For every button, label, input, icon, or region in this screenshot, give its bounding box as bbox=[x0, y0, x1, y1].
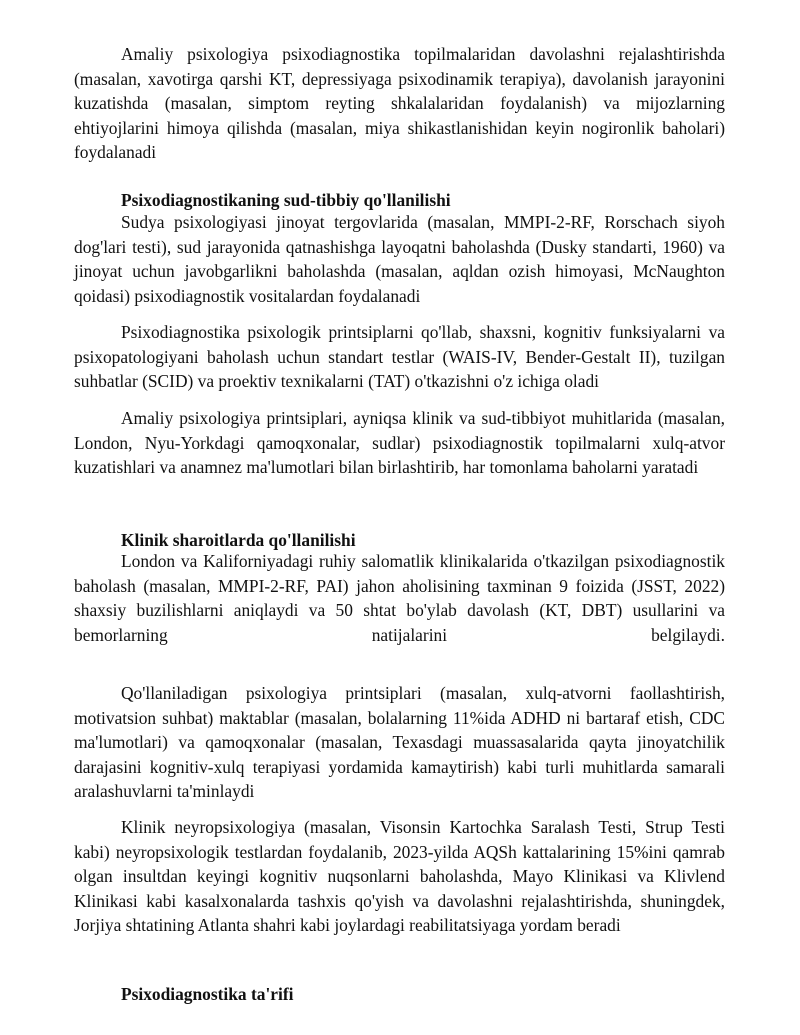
heading-clinical-application: Klinik sharoitlarda qo'llanilishi bbox=[121, 530, 356, 550]
paragraph-text: London va Kaliforniyadagi ruhiy salomatlik klinikalarida o'tkazilgan psixodiagnostik baholash (masalan, MMPI-2-RF, PAI) jahon aholisining taxminan 9 foizida (JSST, 2022) shaxsiy buzilishlarni aniqlaydi va 50 shtat bo'ylab davolash (KT, DBT) usullarini va bemorlarning natijalarini belgilaydi bbox=[74, 551, 725, 645]
paragraph-text: Sudya psixologiyasi jinoyat tergovlarida (masalan, MMPI-2-RF, Rorschach siyoh dog'lari testi), sud jarayonida qatnashishga layoqatni baholashda (Dusky standarti, 1960) va jinoyat uchun javobgarlikni baholashda (masalan, aqldan ozish himoyasi, McNaughton qoidasi) psixodiagnostik vositalardan foydalanadi bbox=[74, 212, 725, 306]
heading-forensic-application: Psixodiagnostikaning sud-tibbiy qo'llanilishi bbox=[121, 190, 451, 210]
paragraph-psychodiagnostics-definition bbox=[74, 320, 725, 394]
paragraph-text: Psixodiagnostika psixologik printsiplarni qo'llab, shaxsni, kognitiv funksiyalarni va psixopatologiyani baholash uchun standart testlar (WAIS-IV, Bender-Gestalt II), tuzilgan suhbatlar (SCID) va proektiv texnikalarni (TAT) o'tkazishni o'z ichiga oladi bbox=[74, 322, 725, 392]
paragraph-applied-psychology-treatment bbox=[74, 42, 725, 165]
paragraph-text: Amaliy psixologiya psixodiagnostika topilmalaridan davolashni rejalashtirishda (masalan, xavotirga qarshi KT, depressiyaga psixodinamik terapiya), davolanish jarayonini kuzatishda (masalan, simptom reyting shkalalaridan foydalanish) va mijozlarning ehtiyojlarini himoya qilishda (masalan, miya shikastlanishidan keyin nogironlik baholari) foydalanadi bbox=[74, 44, 725, 163]
paragraph-clinical-neuropsychology bbox=[74, 815, 725, 938]
paragraph-text: Qo'llaniladigan psixologiya printsiplari (masalan, xulq-atvorni faollashtirish, motivatsion suhbat) maktablar (masalan, bolalarning 11%ida ADHD ni bartaraf etish, CDC ma'lumotlari) va qamoqxonalar (masalan, Texasdagi muassasalarida qayta jinoyatchilik darajasini kognitiv-xulq terapiyasi yordamida kamaytirish) kabi turli muhitlarda samarali aralashuvlarni ta'minlaydi bbox=[74, 683, 725, 802]
paragraph-applied-principles-settings bbox=[74, 406, 725, 480]
paragraph-clinical-assessment bbox=[74, 549, 725, 647]
paragraph-period: . bbox=[720, 624, 725, 645]
paragraph-text: Klinik neyropsixologiya (masalan, Visonsin Kartochka Saralash Testi, Strup Testi kabi) neyropsixologik testlardan foydalanib, 2023-yilda AQSh kattalarining 15%ini qamrab olgan insultdan keyingi kognitiv nuqsonlarni baholashda, Mayo Klinikasi va Klivlend Klinikasi kabi kasalxonalarda tashxis qo'yish va davolashni rejalashtirishda, shuningdek, Jorjiya shtatining Atlanta shahri kabi joylardagi reabilitatsiyaga yordam beradi bbox=[74, 817, 725, 936]
paragraph-text: Amaliy psixologiya printsiplari, ayniqsa klinik va sud-tibbiyot muhitlarida (masalan, London, Nyu-Yorkdagi qamoqxonalar, sudlar) psixodiagnostik topilmalarni xulq-atvor kuzatishlari va anamnez ma'lumotlari bilan birlashtirib, har tomonlama baholarni yaratadi bbox=[74, 408, 725, 478]
heading-psychodiagnostics-definition: Psixodiagnostika ta'rifi bbox=[121, 984, 294, 1004]
paragraph-forensic-psychology bbox=[74, 210, 725, 308]
paragraph-applied-psychology-interventions bbox=[74, 681, 725, 804]
